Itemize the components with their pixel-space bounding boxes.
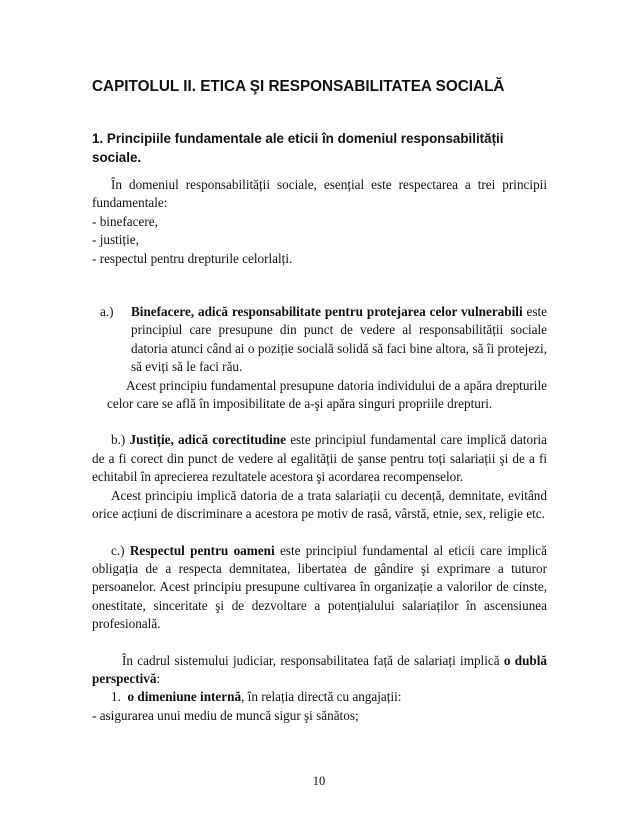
- point-1-text: , în relația directă cu angajații:: [241, 689, 402, 705]
- list-item: - justiție,: [92, 232, 139, 248]
- principle-b-detail: Acest principiu implică datoria de a trata salariații cu decență, demnitate, evitând orice acțiuni de discriminare a acestora pe motiv de rasă, vârstă, etnie, sex, religie etc.: [92, 487, 547, 522]
- principle-c-marker: c.): [111, 542, 125, 558]
- principle-a-marker: a.): [100, 304, 114, 320]
- principle-b-heading: Justiție, adică corectitudine: [129, 432, 286, 448]
- principle-b-paragraph: [92, 431, 547, 486]
- chapter-title: CAPITOLUL II. ETICA ŞI RESPONSABILITATEA SOCIALĂ: [92, 78, 505, 95]
- intro-paragraph: În domeniul responsabilității sociale, esențial este respectarea a trei principii fundamentale:: [92, 177, 547, 211]
- point-1-number: 1.: [111, 689, 121, 705]
- principle-c-paragraph: [92, 542, 547, 634]
- principle-b-text: este principiul fundamental care implică datoria de a fi corect din punct de vedere al egalității de şanse pentru toți salariații şi de a fi echitabil în aprecierea rezultatele acestora şi acordarea recompenselor.: [92, 432, 547, 485]
- point-1-heading: o dimeniune internă: [127, 689, 242, 705]
- principle-b-marker: b.): [111, 432, 126, 448]
- page-number: 10: [312, 774, 326, 788]
- document-body: [92, 176, 547, 725]
- principle-c-text: este principiul fundamental al eticii care implică obligația de a respecta demnitatea, libertatea de gândire şi exprimare a tuturor persoanelor. Acest principiu presupune cultivarea în organizație a valorilor de cinste, onestitate, sinceritate şi de dezvoltare a potențialului salariaților în ascensiunea profesională.: [92, 542, 548, 632]
- principle-a-paragraph: [92, 303, 547, 377]
- principle-a-text: este principiul care presupune din punct de vedere al responsabilității sociale datoria atunci când ai o poziție socială solidă să faci bine altora, să îi protejezi, să eviți să le faci rău.: [131, 304, 547, 375]
- bullet-item: - asigurarea unui mediu de muncă sigur şi sănătos;: [92, 707, 359, 723]
- section-title: 1. Principiile fundamentale ale eticii în domeniul responsabilității sociale.: [92, 131, 504, 165]
- principle-c-heading: Respectul pentru oameni: [129, 542, 275, 558]
- list-item: - binefacere,: [92, 213, 158, 229]
- judicial-paragraph: [92, 652, 547, 689]
- point-1: [92, 688, 547, 706]
- principle-a-detail: Acest principiu fundamental presupune datoria individului de a apăra drepturile celor care se află în imposibilitate de a-şi apăra singuri propriile drepturi.: [107, 377, 547, 412]
- list-item: - respectul pentru drepturile celorlalți.: [92, 250, 293, 266]
- judicial-text: În cadrul sistemului judiciar, responsabilitatea față de salariați implică: [122, 652, 504, 668]
- principle-a-heading: Binefacere, adică responsabilitate pentru protejarea celor vulnerabili: [131, 304, 523, 320]
- judicial-tail: :: [156, 670, 161, 686]
- judicial-emphasis: o dublă perspectivă: [92, 652, 547, 686]
